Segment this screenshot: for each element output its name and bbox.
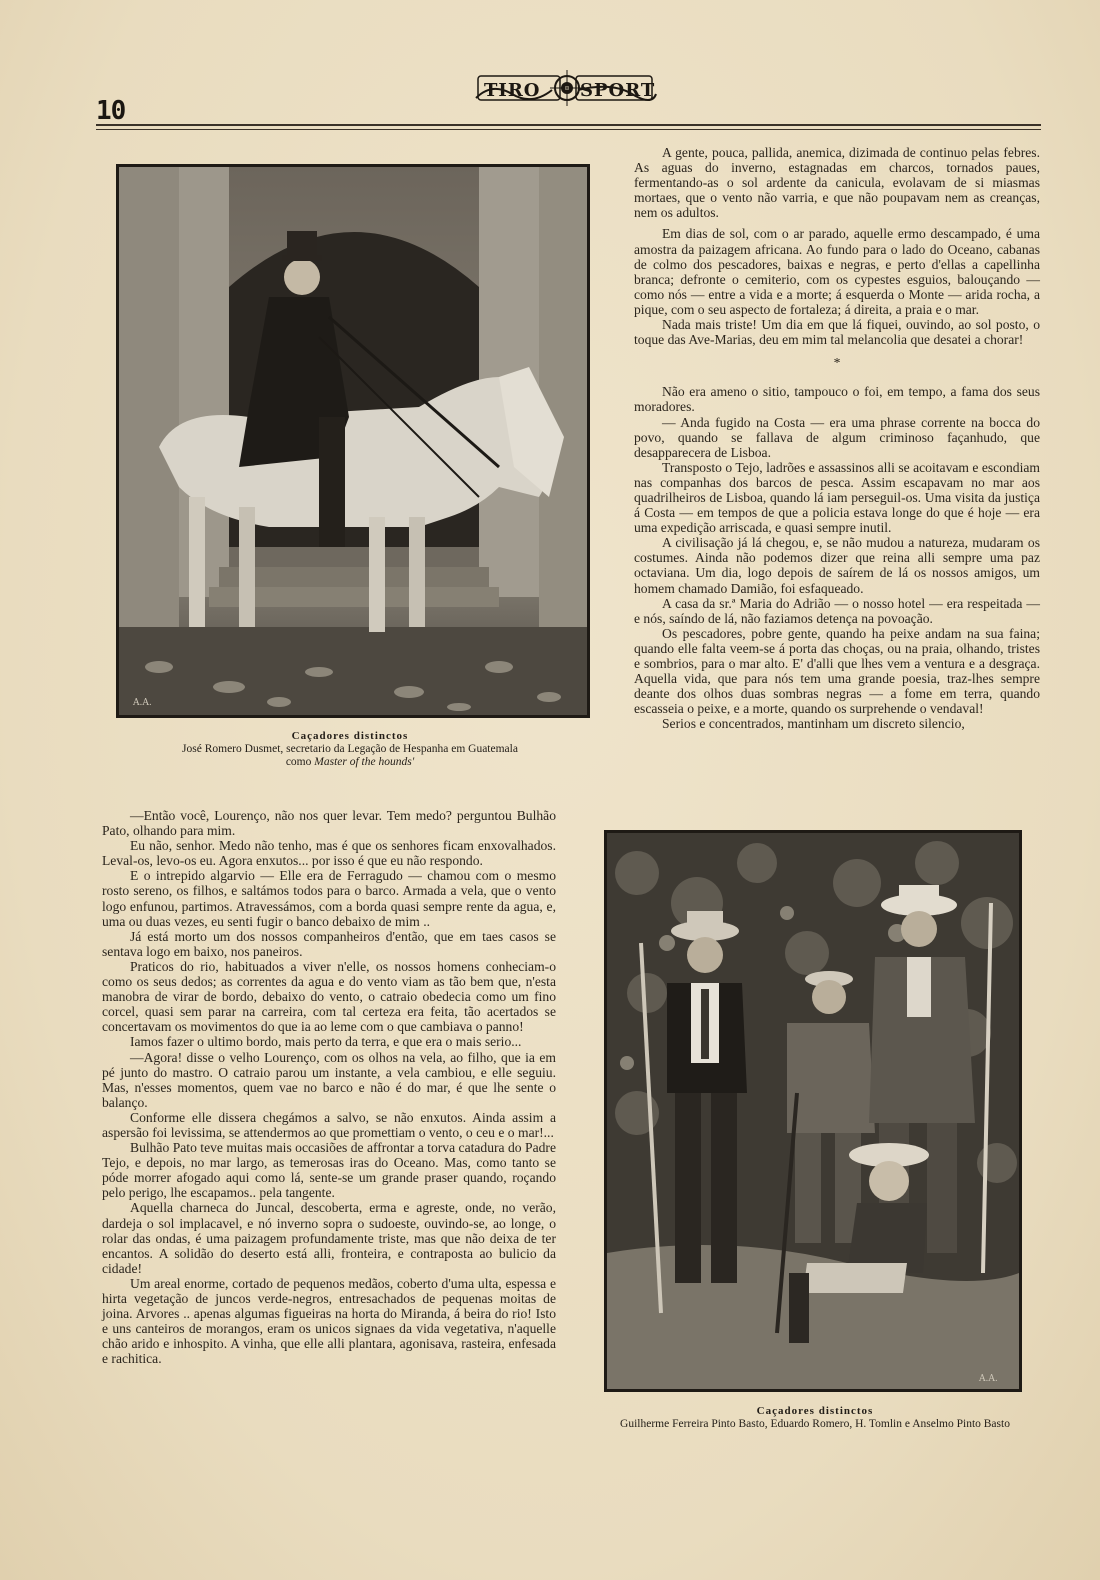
- paragraph: Eu não, senhor. Medo não tenho, mas é que os senhores ficam enxovalhados. Leval-os, levo-os eu. Agora enxutos... por isso é que eu não respondo.: [102, 838, 556, 869]
- caption-figure1: [140, 730, 560, 769]
- paragraph: —Então você, Lourenço, não nos quer levar. Tem medo? perguntou Bulhão Pato, olhando para mim.: [102, 808, 556, 839]
- paragraph: Bulhão Pato teve muitas mais occasiões de affrontar a torva catadura do Padre Tejo, e depois, no mar largo, as temerosas iras do Oceano. Mas, como tanto se póde morrer afogado aqui como lá, sente-se um grande praser quando, roçando pelo perigo, lhe escapamos.. pela tangente.: [102, 1140, 556, 1201]
- paragraph: Aquella charneca do Juncal, descoberta, erma e agreste, onde, no verão, dardeja o sol implacavel, e nó inverno sopra o sudoeste, ouvindo-se, ao longe, o rolar das ondas, é uma paizagem profundamente triste, mas que não deixa de ter encantos. A solidão do deserto está alli, fronteira, e contraposta ao bulicio da cidade!: [102, 1200, 556, 1276]
- caption-title: Caçadores distinctos: [291, 730, 409, 742]
- paragraph: A gente, pouca, pallida, anemica, dizimada de continuo pelas febres. As aguas do inverno, estagnadas em charcos, tornados paues, fermentando-as o sol ardente da canicula, evolavam de si miasmas mortaes, que o vento não varria, e que não poupavam nem as creanças, nem os adultos.: [634, 145, 1040, 221]
- right-column-text: [634, 145, 1040, 731]
- photo-horseman: [116, 164, 590, 718]
- caption-title: Caçadores distinctos: [756, 1405, 874, 1417]
- photo-signature: A.A.: [133, 698, 152, 708]
- caption-plain: como: [285, 756, 312, 768]
- paragraph: Nada mais triste! Um dia em que lá fiquei, ouvindo, ao sol posto, o toque das Ave-Marias, deu em mim tal melancolia que desatei a chorar!: [634, 317, 1040, 348]
- paragraph: Os pescadores, pobre gente, quando ha peixe andam na sua faina; quando elle falta veem-se á porta das choças, ou na praia, olhando, tristes e sombrios, para o mar alto. E' d'alli que lhes vem a ventura e a desgraça. Aquella vida, que para nós tem uma grande poesia, traz-lhes sempre deante dos olhos duas sombras negras — a fome em terra, quando escasseia o peixe, e a morte, quando os surprehende o vendaval!: [634, 625, 1040, 717]
- paragraph: Um areal enorme, cortado de pequenos medãos, coberto d'uma ulta, espessa e hirta vegetação de juncos verde-negros, entresachados de pequenas moitas de joina. Arvores .. apenas algumas figueiras na horta do Miranda, á beira do rio! Isto e uns canteiros de morangos, eram os unicos signaes da vida vegetativa, n'aquelle chão arido e inhospito. A vinha, que elle alli plantara, agonisava, rasteira, enfesada e rachitica.: [102, 1275, 556, 1367]
- paragraph: E o intrepido algarvio — Elle era de Ferragudo — chamou com o mesmo rosto sereno, os filhos, e saltámos todos para o barco. Armada a vela, que o vento logo enfunou, partimos. Atravessámos, com a borda quasi sempre rente da agua, e, uma ou duas vezes, eu senti fugir o banco debaixo de mim ..: [102, 868, 556, 929]
- caption-figure2: [590, 1405, 1040, 1431]
- svg-text:SPORT: SPORT: [580, 80, 656, 101]
- caption-italic: Master of the hounds': [314, 756, 415, 768]
- paragraph: Não era ameno o sitio, tampouco o foi, em tempo, a fama dos seus moradores.: [634, 384, 1040, 415]
- paragraph: Em dias de sol, com o ar parado, aquelle ermo descampado, é uma amostra da paizagem africana. Ao fundo para o lado do Oceano, cabanas de colmo dos pescadores, baixas e negras, e perto d'ellas a capellinha branca; defronte o cemiterio, com os cypestes esguios, balouçando — como nós — entre a vida e a morte; á esquerda o Monte — arida rocha, a pique, com o seu aspecto de fortaleza; á direita, a praia e o mar.: [634, 226, 1040, 317]
- header-rule: [96, 124, 1041, 126]
- paragraph: Iamos fazer o ultimo bordo, mais perto da terra, e que era o mais serio...: [130, 1034, 522, 1050]
- caption-text: Guilherme Ferreira Pinto Basto, Eduardo Romero, H. Tomlin e Anselmo Pinto Basto: [620, 1418, 1010, 1430]
- paragraph: A civilisação já lá chegou, e, se não mudou a natureza, mudaram os costumes. Ainda não podemos dizer que reina alli sempre uma paz octaviana. Um dia, logo depois de saírem de lá os nossos amigos, um homem chamado Damião, foi esfaqueado.: [634, 535, 1040, 596]
- paragraph: Conforme elle dissera chegámos a salvo, se não enxutos. Ainda assim a aspersão foi levissima, se attendermos ao que promettiam o vento, o ceu e o mar!...: [102, 1109, 556, 1140]
- page-number: 10: [96, 96, 126, 126]
- photo-signature: A.A.: [979, 1374, 998, 1384]
- left-column-text: [102, 808, 556, 1366]
- masthead-logo: [472, 64, 658, 114]
- paragraph: Transposto o Tejo, ladrões e assassinos alli se acoitavam e escondiam nas companhas dos barcos de pesca. Assim escapavam no mar aos quadrilheiros de Lisboa, quando lá iam perseguil-os. Uma visita da justiça á Costa — em tempos de que a policia estava longe do que é hoje — era uma expedição arriscada, e quasi sempre inutil.: [634, 459, 1040, 536]
- photo-hunters-group: [604, 830, 1022, 1392]
- caption-text-line2: [140, 756, 560, 769]
- paragraph: Serios e concentrados, mantinham um discreto silencio,: [662, 716, 965, 732]
- paragraph: —Agora! disse o velho Lourenço, com os olhos na vela, ao filho, que ia em pé junto do mastro. O catraio parou um instante, a vela cambiou, e elle seguiu. Mas, n'esses momentos, quem vae no barco e não é do mar, é que lhe sente o balanço.: [102, 1049, 556, 1110]
- caption-text: José Romero Dusmet, secretario da Legação de Hespanha em Guatemala: [182, 743, 518, 755]
- paragraph: A casa da sr.ª Maria do Adrião — o nosso hotel — era respeitada — e nós, saíndo de lá, não faziamos detença na povoação.: [634, 595, 1040, 626]
- paragraph: Já está morto um dos nossos companheiros d'então, que em taes casos se sentava logo em baixo, nos paneiros.: [102, 928, 556, 959]
- svg-text:TIRO: TIRO: [484, 80, 541, 101]
- section-separator: *: [833, 355, 841, 371]
- header-rule-thin: [96, 129, 1041, 130]
- paragraph: — Anda fugido na Costa — era uma phrase corrente na bocca do povo, quando se fallava de algum criminoso façanhudo, que desapparecera de Lisboa.: [634, 414, 1040, 460]
- paragraph: Praticos do rio, habituados a viver n'elle, os nossos homens conheciam-o como os seus dedos; as correntes da agua e do vento viam as tão bem que, n'esta manobra de virar de bordo, debaixo do vento, o catraio obedecia como um fino corcel, quasi sem parar na carreira, com tal certeza era feita, tão acertados se concertavam os movimentos do que ia ao leme com o que cambiava o panno!: [102, 958, 556, 1035]
